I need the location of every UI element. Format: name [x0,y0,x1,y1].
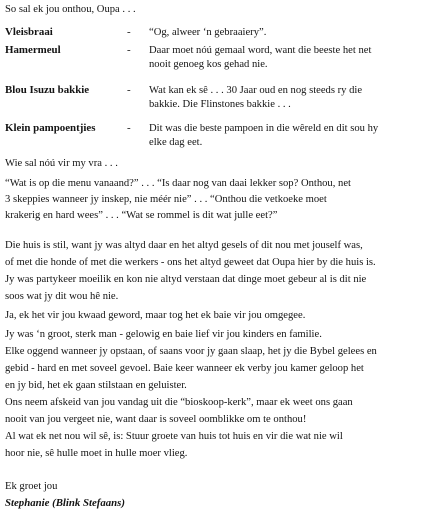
item-text: Dit was die beste pampoen in die wêreld en dit sou hy [149,123,379,134]
question-line: Wie sal nóú vir my vra . . . [5,158,118,169]
item-text: Daar moet nóú gemaal word, want die beeste het net [149,45,372,56]
item-text: bakkie. Die Flinstones bakkie . . . [149,99,291,110]
body-line: Ons neem afskeid van jou vandag uit die “bioskoop-kerk”, maar ek weet ons gaan [5,397,353,408]
item-text: elke dag eet. [149,137,203,148]
question-line: 3 skeppies wanneer jy inskep, nie méér nie” . . . “Onthou die vetkoeke moet [5,194,327,205]
body-line: en jy bid, het ek gaan stilstaan en geluister. [5,380,187,391]
item-term-klein-pampoentjies: Klein pampoentjies [5,122,96,134]
body-line: nooit van jou vergeet nie, want daar is soveel oomblikke om te onthou! [5,414,307,425]
body-line: soos wat jy dit wou hê nie. [5,291,119,302]
item-dash: - [127,122,131,134]
body-line: hoor nie, sê hulle moet in hulle moer vlieg. [5,448,188,459]
item-text: Wat kan ek sê . . . 30 Jaar oud en nog steeds ry die [149,85,363,96]
item-dash: - [127,84,131,96]
body-line: Jy was partykeer moeilik en kon nie altyd verstaan dat dinge moet gebeur al is dit nie [5,274,367,285]
item-term-hamermeul: Hamermeul [5,44,61,56]
body-line: Elke oggend wanneer jy opstaan, of saans voor jy gaan slaap, het jy die Bybel gelees en [5,346,377,357]
body-line: of met die honde of met die werkers - ons het altyd geweet dat Oupa hier by die huis is. [5,257,376,268]
body-line: gebid - hard en met soveel gevoel. Baie keer wanneer ek verby jou kamer geloop het [5,363,364,374]
body-line: Ja, ek het vir jou kwaad geword, maar tog het ek baie vir jou omgegee. [5,310,306,321]
body-line: Die huis is stil, want jy was altyd daar en het altyd gesels of dit nou met jouself was, [5,240,363,251]
item-dash: - [127,26,131,38]
item-text: nooit genoeg kos gehad nie. [149,59,268,70]
closing-line: Ek groet jou [5,481,58,492]
item-term-vleisbraai: Vleisbraai [5,26,53,38]
signature: Stephanie (Blink Stefaans) [5,497,125,509]
body-line: Al wat ek net nou wil sê, is: Stuur groete van huis tot huis en vir die wat nie wil [5,431,343,442]
opening-line: So sal ek jou onthou, Oupa . . . [5,4,136,15]
item-term-blou-isuzu-bakkie: Blou Isuzu bakkie [5,84,90,96]
item-text: “Og, alweer ‘n gebraaiery”. [149,27,267,38]
item-dash: - [127,44,131,56]
body-line: Jy was ‘n groot, sterk man - gelowig en baie lief vir jou kinders en familie. [5,329,322,340]
question-line: krakerig en hard wees” . . . “Wat se rommel is dit wat julle eet?” [5,210,278,221]
question-line: “Wat is op die menu vanaand?” . . . “Is daar nog van daai lekker sop? Onthou, net [5,178,351,189]
